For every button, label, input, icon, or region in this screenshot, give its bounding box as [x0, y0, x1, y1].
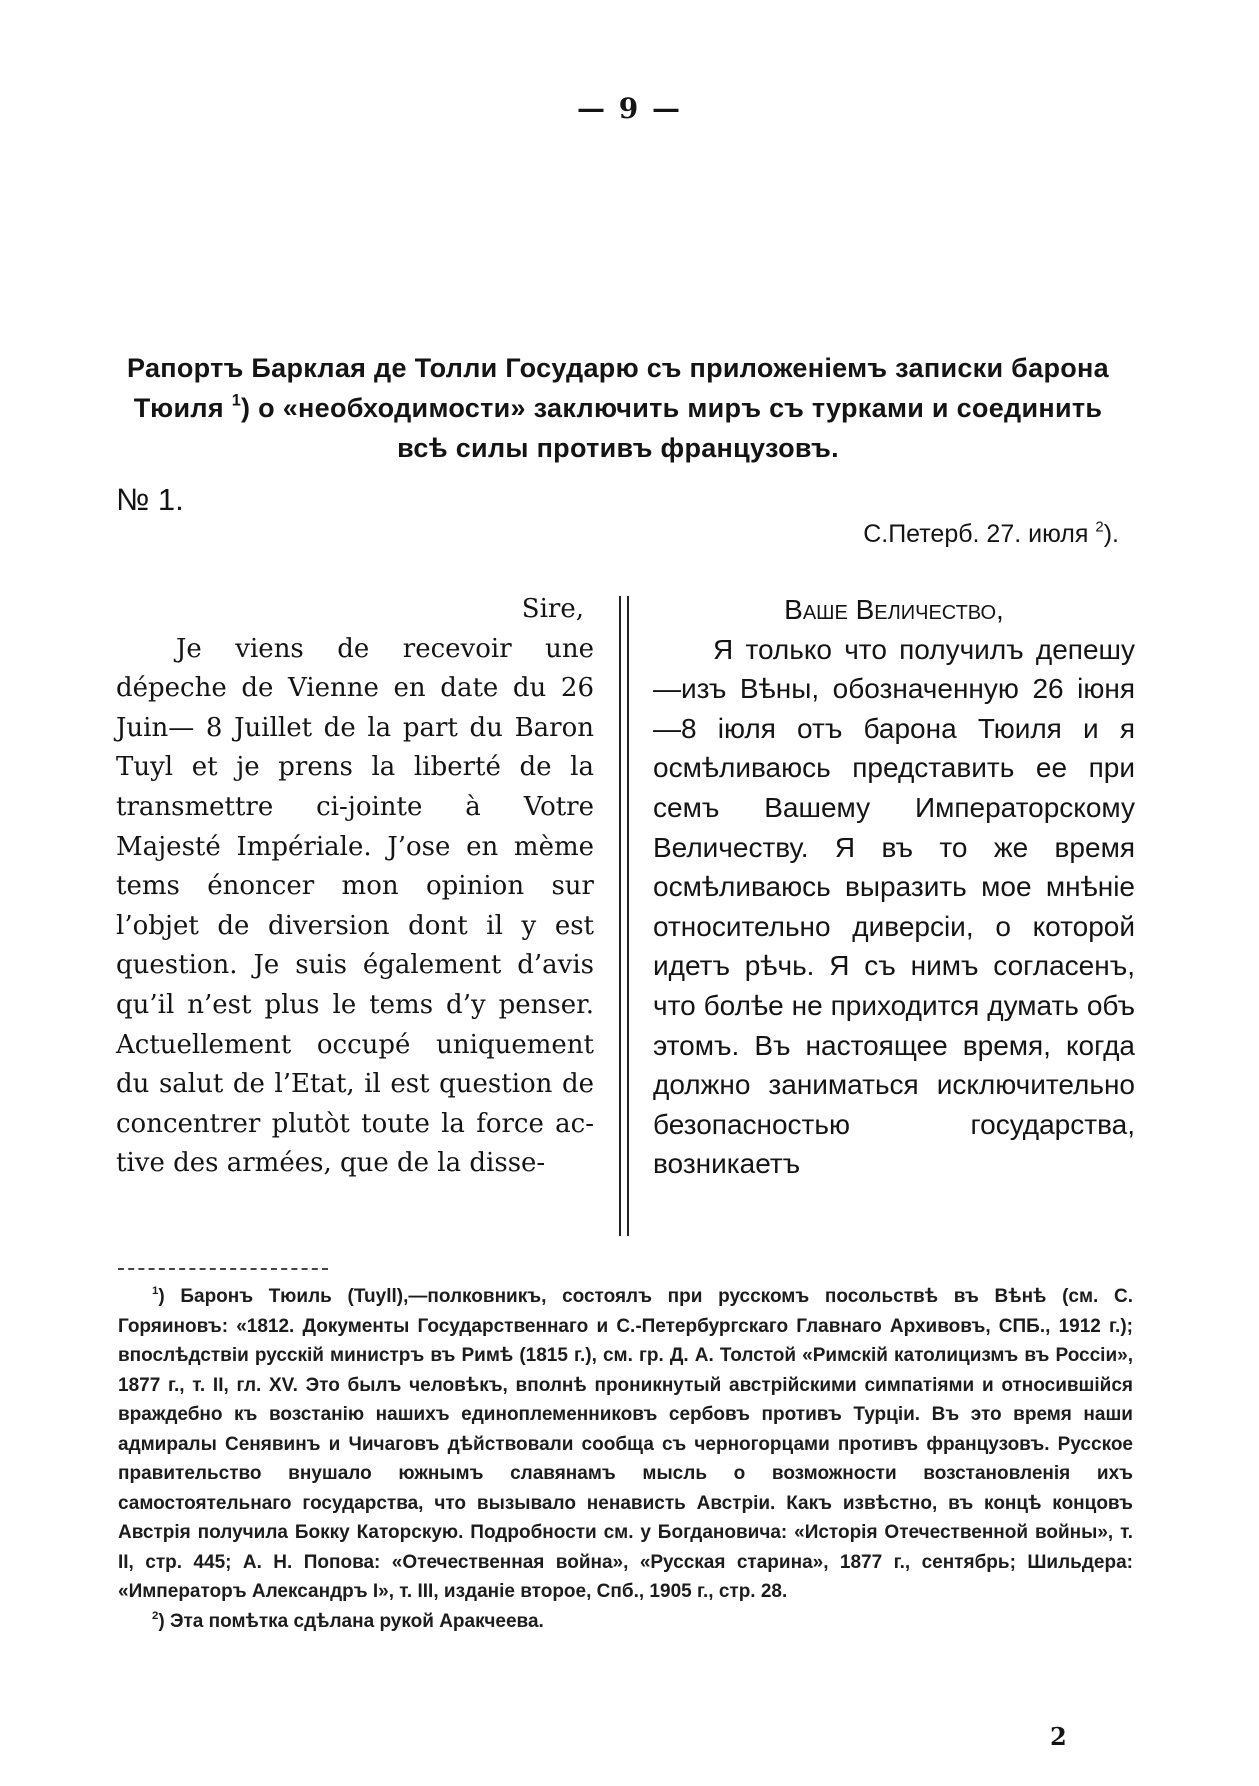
russian-salutation: Ваше Величество,: [784, 594, 1004, 625]
heading-line-2-start: Тюиля: [133, 393, 232, 423]
heading-line-3: всѣ силы противъ французовъ.: [397, 433, 839, 463]
russian-column: [653, 590, 1135, 1184]
french-body: Je viens de recevoir une dépeche de Vienne en date du 26 Juin— 8 Juillet de la part du Baron Tuyl et je prens la liberté de la transmettre ci-jointe à Votre Majesté Impériale. J’ose en mème tems énoncer mon opinion sur l’objet de diversion dont il y est question. Je suis également d’avis qu’il n’est plus le tems d’y penser. Actuellement occupé uniquement du salut de l’Etat, il est question de concentrer plutòt toute la force active des armées, que de la disse-: [116, 633, 594, 1179]
footnote-2: [118, 1607, 1133, 1637]
french-column: [116, 590, 594, 1184]
russian-body: Я только что получилъ депешу—изъ Вѣны, обозначенную 26 іюня—8 іюля отъ барона Тюиля и я осмѣливаюсь представить ее при семъ Вашему Императорскому Величеству. Я въ то же время осмѣливаюсь выразить мое мнѣніе относительно диверсіи, о которой идетъ рѣчь. Я съ нимъ согласенъ, что болѣе не приходится думать объ этомъ. Въ настоящее время, когда должно заниматься исключительно безопасностью государства, возникаетъ: [653, 633, 1135, 1180]
footnote-1-text: ) Баронъ Тюиль (Tuyll),—полковникъ, состоялъ при русскомъ посольствѣ въ Вѣнѣ (см. С. Горяиновъ: «1812. Документы Государственнаго и С.-Петербургскаго Главнаго Архивовъ, СПБ., 1912 г.); впослѣдствіи русскій министръ въ Римѣ (1815 г.), см. гр. Д. А. Толстой «Римскій католицизмъ въ Россіи», 1877 г., т. II, гл. XV. Это былъ человѣкъ, вполнѣ проникнутый австрійскими симпатіями и относившійся враждебно къ возстанію нашихъ единоплеменниковъ сербовъ противъ Турціи. Въ это время наши адмиралы Сенявинъ и Чичаговъ дѣйствовали сообща съ черногорцами противъ французовъ. Русское правительство внушало южнымъ славянамъ мысль о возможности возстановленія ихъ самостоятельнаго государства, что вызывало ненависть Австріи. Какъ извѣстно, въ концѣ концовъ Австрія получила Бокку Каторскую. Подробности см. у Богдановича: «Исторія Отечественной войны», т. II, стр. 445; А. Н. Попова: «Отечественная война», «Русская старина», 1877 г., сентябрь; Шильдера: «Императоръ Александръ I», т. III, изданіе второе, Спб., 1905 г., стр. 28.: [118, 1286, 1133, 1602]
footnote-ref-1: 1: [231, 391, 242, 410]
column-divider: [619, 596, 629, 1236]
dateline-close: ).: [1103, 520, 1119, 548]
footnote-1-marker: 1: [152, 1285, 159, 1298]
dateline-text: С.Петерб. 27. июля: [863, 520, 1096, 548]
signature-mark: 2: [1050, 1722, 1067, 1751]
footnote-1: [118, 1282, 1133, 1607]
footnote-ref-2: 2: [1095, 518, 1104, 536]
footnotes: [118, 1282, 1133, 1636]
document-number: № 1.: [116, 482, 184, 517]
page-number: — 9 —: [577, 92, 682, 125]
heading-line-2-end: ) о «необходимости» заключить миръ съ турками и соединить: [241, 393, 1103, 423]
french-salutation: Sire,: [521, 594, 584, 624]
footnote-2-text: ) Эта помѣтка сдѣлана рукой Аракчеева.: [158, 1610, 544, 1632]
heading-line-1: Рапортъ Барклая де Толли Государю съ приложеніемъ записки барона: [127, 353, 1109, 383]
footnote-2-marker: 2: [152, 1609, 159, 1622]
dateline: [863, 520, 1119, 549]
footnote-separator: [118, 1268, 328, 1270]
document-heading: [118, 348, 1118, 468]
